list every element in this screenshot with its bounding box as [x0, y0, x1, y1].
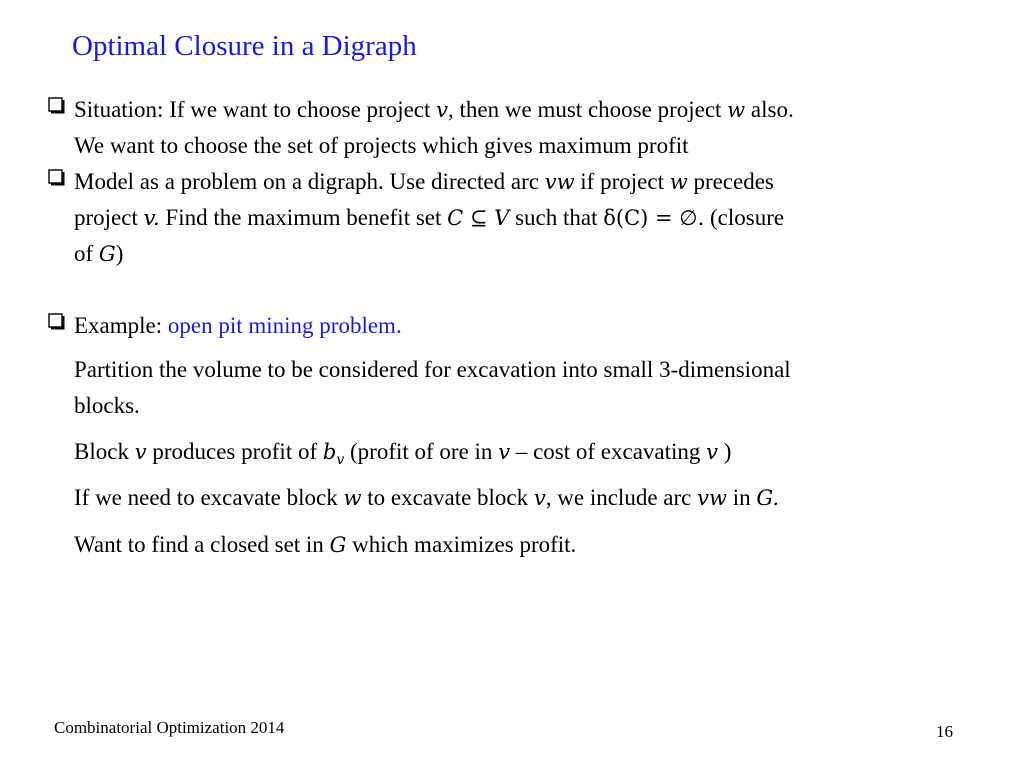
math-var: vw	[697, 486, 727, 510]
slide-title: Optimal Closure in a Digraph	[72, 30, 417, 62]
paragraph-goal	[74, 527, 974, 563]
text-run: produces profit of	[146, 439, 323, 464]
math-var: w	[669, 170, 688, 194]
page-number: 16	[936, 722, 953, 741]
math-var: w	[727, 98, 746, 122]
footer-course: Combinatorial Optimization 2014	[54, 718, 285, 737]
hollow-square-bullet-icon	[48, 169, 65, 186]
math-var: w	[343, 486, 362, 510]
text-run: , we include arc	[545, 485, 698, 510]
text-run: (profit of ore in	[344, 439, 499, 464]
text-run: )	[718, 439, 732, 464]
paragraph-partition	[74, 352, 974, 424]
bullet-line	[74, 200, 978, 236]
math-var: G	[329, 533, 347, 557]
math-var: vw	[544, 170, 575, 194]
paragraph-line	[74, 527, 974, 563]
example-link[interactable]: open pit mining problem.	[167, 313, 402, 338]
text-run: (closure	[704, 205, 785, 230]
bullet-line	[74, 164, 978, 200]
bullet-line	[74, 236, 978, 272]
bullet-text	[74, 164, 978, 272]
math-var: v	[533, 486, 546, 510]
hollow-square-bullet-icon	[48, 313, 65, 330]
math-var: G	[98, 242, 116, 266]
text-run: Want to find a closed set in	[74, 532, 330, 557]
text-run: Model as a problem on a digraph. Use directed arc	[74, 169, 545, 194]
math-expression: C ⊆ V	[447, 206, 510, 230]
text-run: Situation: If we want to choose project	[74, 97, 437, 122]
math-var: v	[498, 440, 511, 464]
bullet-line: We want to choose the set of projects which gives maximum profit	[74, 133, 689, 158]
text-run: )	[115, 241, 124, 266]
text-run: in	[726, 485, 757, 510]
text-run: Block	[74, 439, 135, 464]
paragraph-line	[74, 434, 974, 478]
math-var: G.	[756, 486, 780, 510]
paragraph-arc-rule	[74, 480, 974, 516]
paragraph-line: blocks.	[74, 393, 140, 418]
text-run: If we need to excavate block	[74, 485, 344, 510]
bullet-example	[48, 308, 978, 344]
math-expression: δ(C) = ∅.	[603, 206, 705, 230]
text-run: which maximizes profit.	[346, 532, 577, 557]
text-run: also.	[745, 97, 794, 122]
math-var: v.	[143, 206, 160, 230]
text-run: to excavate block	[361, 485, 534, 510]
text-run: of	[74, 241, 99, 266]
math-var: b	[322, 440, 337, 464]
math-subscript: v	[336, 452, 345, 468]
bullet-text	[74, 308, 978, 344]
hollow-square-bullet-icon	[48, 97, 65, 114]
paragraph-line	[74, 480, 974, 516]
example-label: Example:	[74, 313, 168, 338]
bullet-text	[74, 92, 978, 164]
text-run: if project	[574, 169, 670, 194]
text-run: – cost of excavating	[510, 439, 707, 464]
bullet-line	[74, 308, 978, 344]
paragraph-line: Partition the volume to be considered for excavation into small 3-dimensional	[74, 357, 791, 382]
paragraph-block-profit	[74, 434, 974, 478]
bullet-model	[48, 164, 978, 272]
text-run: such that	[509, 205, 604, 230]
math-var: v	[436, 98, 449, 122]
math-var: v	[134, 440, 147, 464]
text-run: project	[74, 205, 144, 230]
bullet-line	[74, 92, 978, 128]
text-run: precedes	[687, 169, 774, 194]
text-run: , then we must choose project	[448, 97, 728, 122]
bullet-situation	[48, 92, 978, 164]
math-var: v	[706, 440, 719, 464]
text-run: Find the maximum benefit set	[159, 205, 448, 230]
